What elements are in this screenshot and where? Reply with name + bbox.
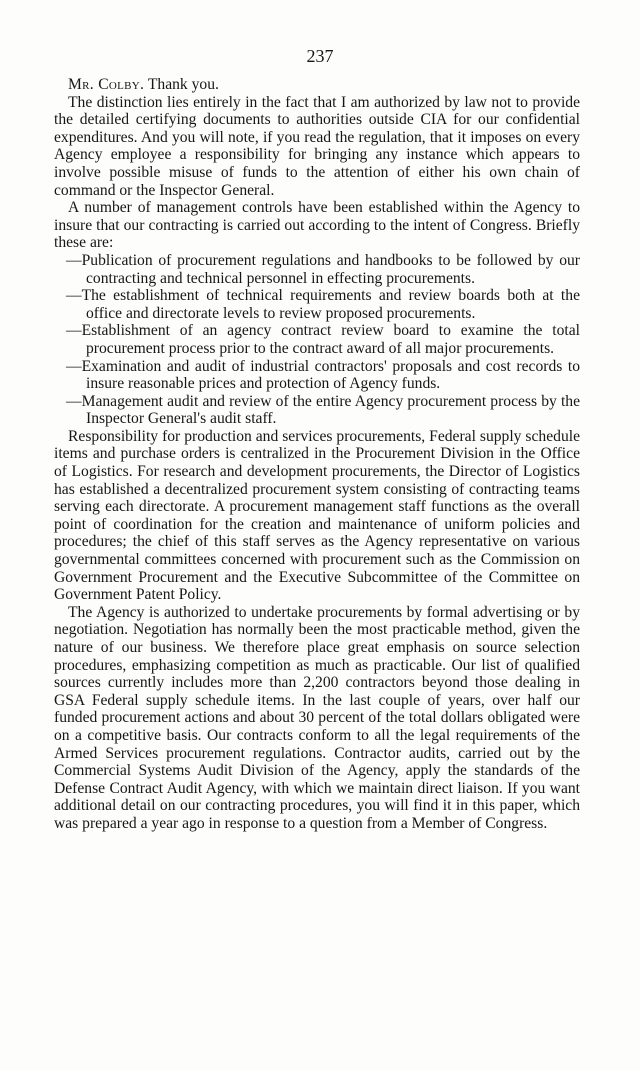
- list-item: —Establishment of an agency contract review board to examine the total procurement process prior to the contract award of all major procurements.: [66, 322, 580, 357]
- paragraph: A number of management controls have been established within the Agency to insure that our contracting is carried out according to the intent of Congress. Briefly these are:: [54, 199, 580, 252]
- list-item: —Publication of procurement regulations and handbooks to be followed by our contracting and technical personnel in effecting procurements.: [66, 251, 580, 287]
- body-text: [54, 76, 580, 833]
- speaker-name: Mr. Colby.: [68, 76, 145, 93]
- paragraph: The distinction lies entirely in the fact that I am authorized by law not to provide the detailed certifying documents to authorities outside CIA for our confidential expenditures. And you will note, if you read the regulation, that it imposes on every Agency employee a responsibility for bringing any instance which appears to involve possible misuse of funds to the attention of either his own chain of command or the Inspector General.: [54, 93, 580, 199]
- paragraph: Responsibility for production and services procurements, Federal supply schedule items and purchase orders is centralized in the Procurement Division in the Office of Logistics. For research and development procurements, the Director of Logistics has established a decentralized procurement system consisting of contracting teams serving each directorate. A procurement management staff functions as the overall point of coordination for the creation and maintenance of uniform policies and procedures; the chief of this staff serves as the Agency representative on various governmental committees concerned with procurement such as the Commission on Government Procurement and the Executive Subcommittee of the Committee on Government Patent Policy.: [54, 427, 580, 604]
- list-item: —Examination and audit of industrial contractors' proposals and cost records to insure reasonable prices and protection of Agency funds.: [66, 357, 580, 393]
- paragraph: The Agency is authorized to undertake procurements by formal advertising or by negotiation. Negotiation has normally been the most practicable method, given the nature of our business. We therefore place great emphasis on source selection procedures, emphasizing competition as much as practicable. Our list of qualified sources currently includes more than 2,200 contractors beyond those dealing in GSA Federal supply schedule items. In the last couple of years, over half our funded procurement actions and about 30 percent of the total dollars obligated were on a competitive basis. Our contracts conform to all the legal requirements of the Armed Services procurement regulations. Contractor audits, carried out by the Commercial Systems Audit Division of the Agency, apply the standards of the Defense Contract Audit Agency, with which we maintain direct liaison. If you want additional detail on our contracting procedures, you will find it in this paper, which was prepared a year ago in response to a question from a Member of Congress.: [54, 603, 580, 832]
- page-number: 237: [306, 46, 334, 66]
- list-item: —The establishment of technical requirements and review boards both at the office and directorate levels to review proposed procurements.: [66, 287, 580, 322]
- list-item: —Management audit and review of the entire Agency procurement process by the Inspector General's audit staff.: [66, 392, 580, 428]
- management-controls-list: [54, 252, 580, 428]
- opening-statement: Thank you.: [147, 76, 219, 93]
- opening-line: [54, 76, 580, 94]
